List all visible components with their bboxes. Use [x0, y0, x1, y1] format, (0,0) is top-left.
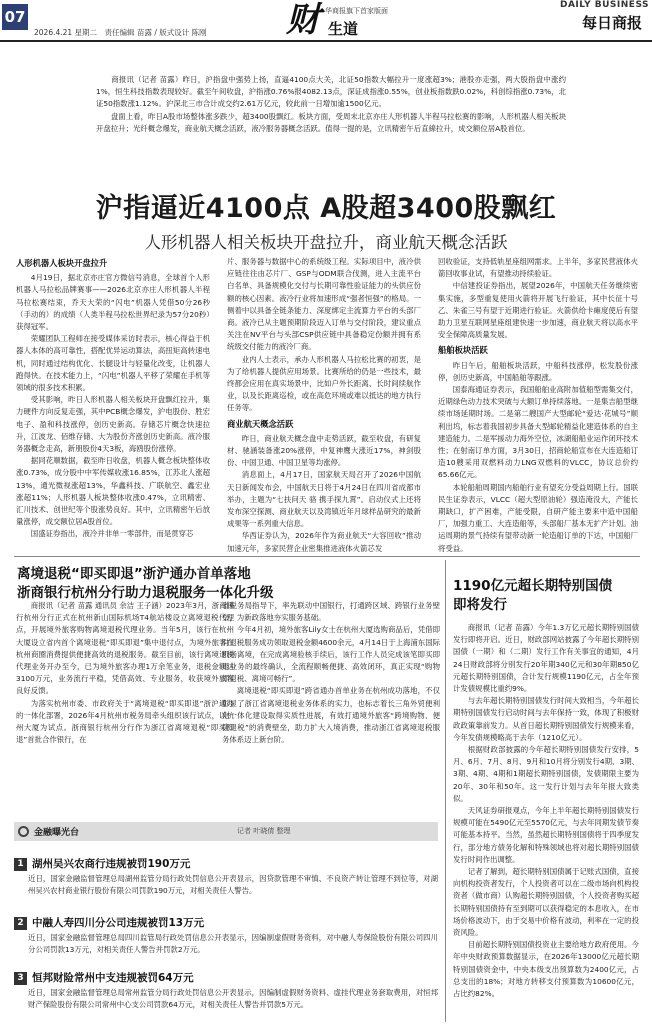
- taxrefund-column-2: [222, 600, 440, 812]
- exposure-item-body: 近日，国家金融监督管理总局四川监管局行政处罚信息公开表显示，因编制虚假财务资料，对中融人寿保险股份有限公司四川分公司罚款13万元，对相关责任人警告并罚款2万元。: [28, 933, 438, 955]
- paragraph: 荣耀团队工程师在接受媒体采访时表示，核心得益于机器人本体的高可靠性，搭配优异运动算法，高扭矩高转速电机，同时通过结构优化、长腿设计与轻量化改变，让机器人跑得快。在技术能力上，“闪电”机器人平移了荣耀在手机等领域的很多技术积累。: [16, 334, 210, 393]
- paragraph: 业内人士表示，承办人形机器人马拉松比赛的初衷，是为了给机器人提供应用场景。比赛所给的仍是一些技术，最终都会应用在真实场景中，比如户外长距离、长时间续航作业，以及长距离巡检，或在高危环境或难以抵达的地方执行任务等。: [227, 354, 421, 413]
- paragraph: 国泰海通证券表示，我国船舶业高附加值船型需集交付，近期绿色动力技术突破与大额订单持续落地。一是集吉船型继续市场延期时场。二是第二艘国产大型邮轮“爱达·花城号”顺利出坞，标志着我国初步具备大型邮轮精益化建造体系的自主建造能力。二是军援动力海外空位，冰湖船船业运作闭环技术性；在射南订单方面，3月30日，招商轮船宣布在大连造船订造10艘采用双燃料动力LNG双燃料的VLCC，协议总价约65.66亿元。: [438, 385, 638, 480]
- robot-subheading: 人形机器人板块开盘拉升: [16, 258, 108, 268]
- item-number-badge: 2: [14, 917, 27, 930]
- magnifier-icon: [18, 826, 29, 837]
- ship-subheading: 船舶板块活跃: [438, 345, 488, 356]
- page-number: 07: [2, 4, 28, 30]
- paragraph: 记者了解到，超长期特别国债属于记账式国债，直接向机构投资者发行，个人投资者可以在二级市场向机构投资者（做市商）认购超长期特别国债，个人投资者购买超长期特别国债持有至到期可以获得稳定的本息收入，在市场价格波动下，由于交易中价格有波动，利率在一定的投资风险。: [453, 867, 639, 938]
- paragraph: 受其影响，昨日人形机器人相关板块开盘飘红拉升，集力硬件方向反复走强，其中PCB概念爆发，沪电股份、胜宏电子、盈和科技涨停，创历史新高。存储芯片概念快速拉升，江波龙、佰维存储、大为股份齐涨创历史新高。液冷服务器概念走高，新朋股份4天3板，海鸥股份涨停。: [16, 395, 210, 454]
- space-subheading: 商业航天概念活跃: [227, 418, 294, 429]
- exposure-item-title: 湖州吴兴农商行违规被罚190万元: [32, 858, 191, 870]
- brand-en: DAILY BUSINESS: [560, 0, 650, 10]
- page-meta: 2026.4.21 星期二 责任编辑 苗露 / 版式设计 陈刚: [34, 28, 207, 37]
- article-column-2: [227, 256, 421, 554]
- bond-headline: 1190亿元超长期特别国债: [453, 578, 613, 594]
- section-logo-cai: 财: [286, 0, 320, 40]
- exposure-item-body: 近日，国家金融监督管理总局湖州监管分局行政处罚信息公开表显示，因贷款管理不审慎、不良资产转让管理不到位等，对湖州吴兴农村商业银行股份有限公司罚款190万元，对相关责任人警告。: [28, 874, 438, 896]
- paragraph: 今年4月初，境外旅客Lily女士在杭州大厦选购商品后，凭借即时退税服务成功领取退税金额4600余元，4月14日于上海浦东国际机场离境，在完成离境验核手续后，该行工作人员完成该笔即买即退业务的最终确认，全流程顺畅便捷、高效闭环，真正实现“购物即退税、离境可畅行”。: [222, 625, 440, 684]
- paragraph: 为落实杭州市委、市政府关于“离境退税“即买即退”浙沪通办的一体化部署，2026年4月杭州市税务局牵头组织该行试点，以杭州大厦为试点。浙商银行杭州分行作为浙江省离境退税“即买即退”首批合作银行，在: [16, 698, 234, 745]
- item-number-badge: 1: [14, 858, 27, 871]
- main-subheadline: 人形机器人相关板块开盘拉升，商业航天概念活跃: [144, 233, 508, 252]
- paragraph: 昨日，商业航天概念盘中走势活跃，截至收盘，有研复材、驰涵装备涨20%涨停，中复神鹰大涨近17%，神剑股份、中国卫通、中国卫星等均涨停。: [227, 433, 421, 468]
- header-top-line: 华商报旗下首家版面: [325, 7, 388, 15]
- paragraph: 华西证券认为，2026年作为商业航天“大容回收”推动加速元年，多家民营企业密集推进液体火箭芯发: [227, 531, 421, 553]
- paragraph: 据同花顺数据，截至昨日收盘，机器人概念板块整体收涨0.73%，成分股中中军传媒收涨16.85%，江苏北人涨超13%，通光微视涨超13%，华鑫科技、广联航空、鑫宏业涨超11%；人形机器人板块整体收涨0.47%，立讯精密、汇川技术、创世纪等个股涨势良好。其中，立讯精密午后放量涨停，成交额位居A股首位。: [16, 456, 210, 527]
- paragraph: 根据财政部披露的今年超长期特别国债发行安排，5月、6月、7月、8月、9月和10月将分别发行4期、3期、3期、4期、4期和1期超长期特别国债，发债期限主要为20年、30年和50年。这一发行计划与去年年报大致类似。: [453, 745, 639, 803]
- bond-column: [453, 622, 639, 1022]
- paragraph: 本轮船舶周期国内船舶行业有望充分受益周期上行。国联民生证券表示，VLCC（超大型原油轮）强造淹没大，产能长期缺口，扩产困难，产能受限，自研产能主要来中造中国船厂，加强力重工、大连造船等，头部船厂基本无扩产计划。油运周期的景气持续有望带动新一轮造船订单的下达，中国船厂将受益。: [438, 482, 638, 553]
- main-headline: 沪指逼近4100点 A股超3400股飘红: [95, 193, 557, 224]
- section-name: 生道: [328, 20, 359, 38]
- paragraph: 天风证券研报观点，今年上半年超长期特别国债发行规模可能在5490亿元至5570亿元，与去年同期发债节奏可能基本持平。当然，虽然超长期特别国债将于四季度发行，部分地方债务化解和特殊领域也将对超长期特别国债发行时间作出调整。: [453, 806, 639, 864]
- header-rule: [0, 40, 652, 42]
- lead-paragraph: 商报讯（记者 苗露）昨日，沪指盘中强势上扬，直逼4100点大关，北证50指数大幅拉升一度涨超3%；港股亦走强，两大股指盘中涨约1%，恒生科技指数表现较好。截至午间收盘，沪指涨0.76%报4082.13点，深证成指涨0.55%，创业板指数跌0.02%，科创综指涨0.73%，北证50指数涨1.12%。沪深北三市合计成交约2.61万亿元，较此前一日增加逾1500亿元。 盘面上看，昨日A股市场整体涨多跌少，超3400股飘红。板块方面，受周末北京亦庄人形机器人半程马拉松赛的影响，人形机器人相关板块开盘拉升；光纤概念爆发，商业航天概念活跃，液冷服务器概念活跃。值得一提的是，立讯精密午后直線拉升，成交额位居A股首位。: [96, 75, 566, 133]
- exposure-item-title: 中融人寿四川分公司违规被罚13万元: [32, 917, 205, 929]
- paragraph: 商报讯（记者 苗露 通讯员 余洁 王子涵）2023年3月，浙商银行杭州分行正式在杭州新山国际机场T4航站楼设立离境退税代理点，开展境外旅客购物离境退税代理业务。当年5月，该行在杭州大厦设立省内首个离境退税“即买即退”集中退付点，为境外旅客在杭州商圈消费提供便捷高效的退税服务。截至目前，该行离境退税代理业务开办至今，已为境外旅客办理1万余笔业务，退税金额达3100万元，业务流行平稳，凭借高效、专业服务，收获境外旅客良好反馈。: [16, 601, 234, 696]
- paragraph: 省税务局指导下，率先联动中国银行，打通跨区域、跨银行业务壁垒，为新政落地夯实服务基础。: [222, 601, 440, 623]
- exposure-item-body: 近日，国家金融监督管理总局常州监管分局行政处罚信息公开表显示，因编制虚假财务资料、虚挂代理业务套取费用，对恒邦财产保险股份有限公司常州中心支公司罚款64万元，对相关责任人警告并罚款5万元。: [28, 988, 438, 1010]
- paragraph: 片、服务器与数据中心的系统级工程。实际项目中，液冷供应链往往由芯片厂、GSP与ODM联合伐测，进入主流平台白名单、具备规模化交付与长期可靠性验证能力的头供应份额的核心因素。液冷行业将加速形成“强者恒强”的格局。一侧着中以具备全链条能力、深度绑定主流算力平台的头部厂商。液冷已从主题预期阶段迈入订单与交付阶段，建议重点关注在NV平台与头部CSP供应链中具备稳定份额并拥有系统级交付能力的液冷厂商。: [227, 257, 421, 352]
- column-divider: [445, 560, 446, 1022]
- taxrefund-column-1: [16, 600, 234, 812]
- paragraph: 目前超长期特别国债投资业主要给地方政府使用。今年中央财政预算数据显示，在2026年13000亿元超长期特别国债资金中，中央本级支出预算数为2400亿元，占总支出的18%；对地方转移支付预算数为10600亿元，占比约82%。: [453, 940, 639, 999]
- article-column-3: [438, 256, 638, 554]
- paragraph: 4月19日，据北京亦庄官方微信号消息，全球首个人形机器人马拉松品牌赛事——2026北京亦庄人形机器人半程马拉松赛结束，乔天大荣的“闪电”机器人凭借50分26秒（手动的）的成绩（人类半程马拉松世界纪录为57分20秒）获得冠军。: [16, 273, 210, 332]
- brand-cn: 每日商报: [582, 14, 643, 32]
- paragraph: 与去年超长期特别国债发行时间大致相当，今年超长期特别国债发行启动时间与去年保持一致，体现了积极财政政策靠前发力。从首日超长期特别国债发行规模来看，今年发债规模略高于去年（1210亿元）。: [453, 696, 639, 742]
- paragraph: 昨日午后，船舶板块活跃，中船科技涨停，松发股份涨停，创历史新高，中国船舶等跟涨。: [438, 360, 638, 382]
- paragraph: 消息面上，4月17日，国家航天局召开了2026中国航天日新闻发布会，中国航天日将于4月24日在四川省成都市举办，主题为“七扶问天 骆 携手探九霄”。启动仪式上还将发布深空探测、商业航天以及湾镇近年月球样品研究的最新成果等一系列重大信息。: [227, 470, 421, 529]
- finance-exposure-title: 金融曝光台: [34, 828, 80, 838]
- article-column-1: [16, 256, 210, 554]
- taxrefund-headline: 离境退税“即买即退”浙沪通办首单落地: [17, 566, 251, 582]
- finance-exposure-editor: 记者 叶晓倩 整理: [237, 827, 291, 835]
- paragraph: 中信建投证券指出，展望2026年，中国航天任务继续密集实施，多型重复使用火箭将开展飞行验证，其中长征十号乙、朱雀三号有望于近期进行验证。火箭供给卡瘫度使后有望助力卫星互联网星座组建快速一步加速，商业航天将以高水平安全保障高质量发展。: [438, 281, 638, 340]
- item-number-badge: 3: [14, 972, 27, 985]
- paragraph: 离境退税“即买即退”跨省通办首单业务在杭州成功落地，不仅彰显了浙江省离境退税业务体系的实力，也标志着长三角外贸便利化一体化建设取得实质性进展，有效打通境外旅客“跨境购物、便捷退税”的消费壁垒，助力扩大入境消费，推动浙江省离境退税服务体系迈上新台阶。: [222, 686, 440, 745]
- exposure-item-title: 恒邦财险常州中支违规被罚64万元: [32, 972, 194, 984]
- taxrefund-subheadline: 浙商银行杭州分行助力退税服务一体化升级: [17, 585, 274, 601]
- paragraph: 商报讯（记者 苗露）今年1.3万亿元超长期特别国债发行即将开启。近日，财政部网站披露了今年超长期特别国债（一期）和（二期）发行工作有关事宜的通知，4月24日财政部将分别发行20年期340亿元和30年期850亿元超长期特别国债，合计发行规模1190亿元，占全年预计发债规模比重约9%。: [453, 623, 639, 694]
- section-divider: [14, 556, 640, 557]
- bond-headline-line2: 即将发行: [453, 597, 507, 613]
- paragraph: 回收验证，支持低轨星座组网需求。上半年，多家民营液体火箭回收事业试，有望推动持续验证。: [438, 257, 638, 279]
- paragraph: 国盛证券指出，液冷并非单一零部件，而是贯穿芯: [30, 529, 194, 539]
